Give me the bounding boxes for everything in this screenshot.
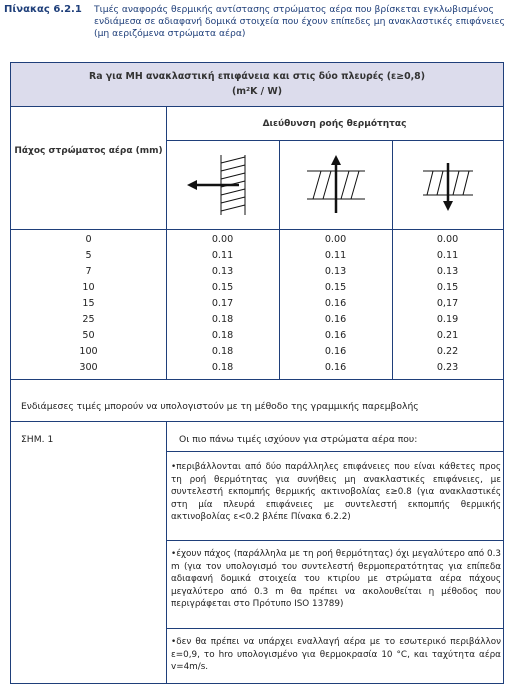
table-row: 0 0.00 0.00 0.00 [85,234,459,245]
table-row: 50 0.18 0.16 0.21 [82,330,459,341]
direction-header: Διεύθυνση ροής θερμότητας [262,119,407,129]
horizontal-flow-icon [183,153,263,217]
table-row: 100 0.18 0.16 0.22 [79,346,459,357]
note-item-2: •έχουν πάχος (παράλληλα με τη ροή θερμότητας) όχι μεγαλύτερο από 0.3 m (για τον υπολογισμό του συντελεστή θερμοπερατότητας για επίπεδα αδιαφανή δομικά στοιχεία του κτιρίου με στρώματα αέρα πάχους μεγαλύτερο από 0.3 m θα πρέπει να ακολουθείται η μέθοδος που περιγράφεται στο Πρότυπο ISO 13789) [171,549,501,609]
downward-flow-icon [415,153,481,217]
thickness-header: Πάχος στρώματος αέρα (mm) [14,146,163,156]
table-row: 5 0.11 0.11 0.11 [85,250,459,261]
note-intro: Οι πιο πάνω τιμές ισχύουν για στρώματα αέρα που: [179,434,418,445]
caption-text: Τιμές αναφοράς θερμικής αντίστασης στρώματος αέρα που βρίσκεται εγκλωβισμένος ενδιάμεσα σε αδιαφανή δομικά στοιχεία που έχουν επίπεδες μη ανακλαστικές επιφάνειες (μη αεριζόμενα στρώματα αέρα) [94,4,505,39]
note-item-3: •δεν θα πρέπει να υπάρχει εναλλαγή αέρα με το εσωτερικό περιβάλλον ε=0,9, το hro υπολογισμένο για θερμοκρασία 10 °C, και ταχύτητα αέρα v=4m/s. [171,637,501,672]
upward-flow-icon [303,153,369,217]
caption-label: Πίνακας 6.2.1 [4,4,82,15]
table-caption [4,4,508,48]
interpolation-text: Ενδιάμεσες τιμές μπορούν να υπολογιστούν με τη μέθοδο της γραμμικής παρεμβολής [21,401,419,412]
table-title: Ra για ΜΗ ανακλαστική επιφάνεια και στις δύο πλευρές (ε≥0,8) [88,71,425,82]
table-row: 300 0.18 0.16 0.23 [79,362,459,373]
table-unit: (m²K / W) [231,86,282,97]
thermal-resistance-table [10,62,504,684]
table-row: 10 0.15 0.15 0.15 [82,282,459,293]
table-row: 25 0.18 0.16 0.19 [82,314,459,325]
note-item-1: •περιβάλλονται από δύο παράλληλες επιφάνειες που είναι κάθετες προς τη ροή θερμότητας για συνήθεις μη ανακλαστικές επιφάνειες, με συντελεστή εκπομπής θερμικής ακτινοβολίας ε≥0.8 (για ανακλαστικές στη μία πλευρά επιφάνειες με συντελεστή εκπομπής θερμικής ακτινοβολίας ε<0.2 βλέπε Πίνακα 6.2.2) [171,462,501,522]
table-header-band [11,63,503,107]
table-row: 7 0.13 0.13 0.13 [85,266,459,277]
note-label: ΣΗΜ. 1 [21,434,54,445]
table-row: 15 0.17 0.16 0,17 [82,298,459,309]
